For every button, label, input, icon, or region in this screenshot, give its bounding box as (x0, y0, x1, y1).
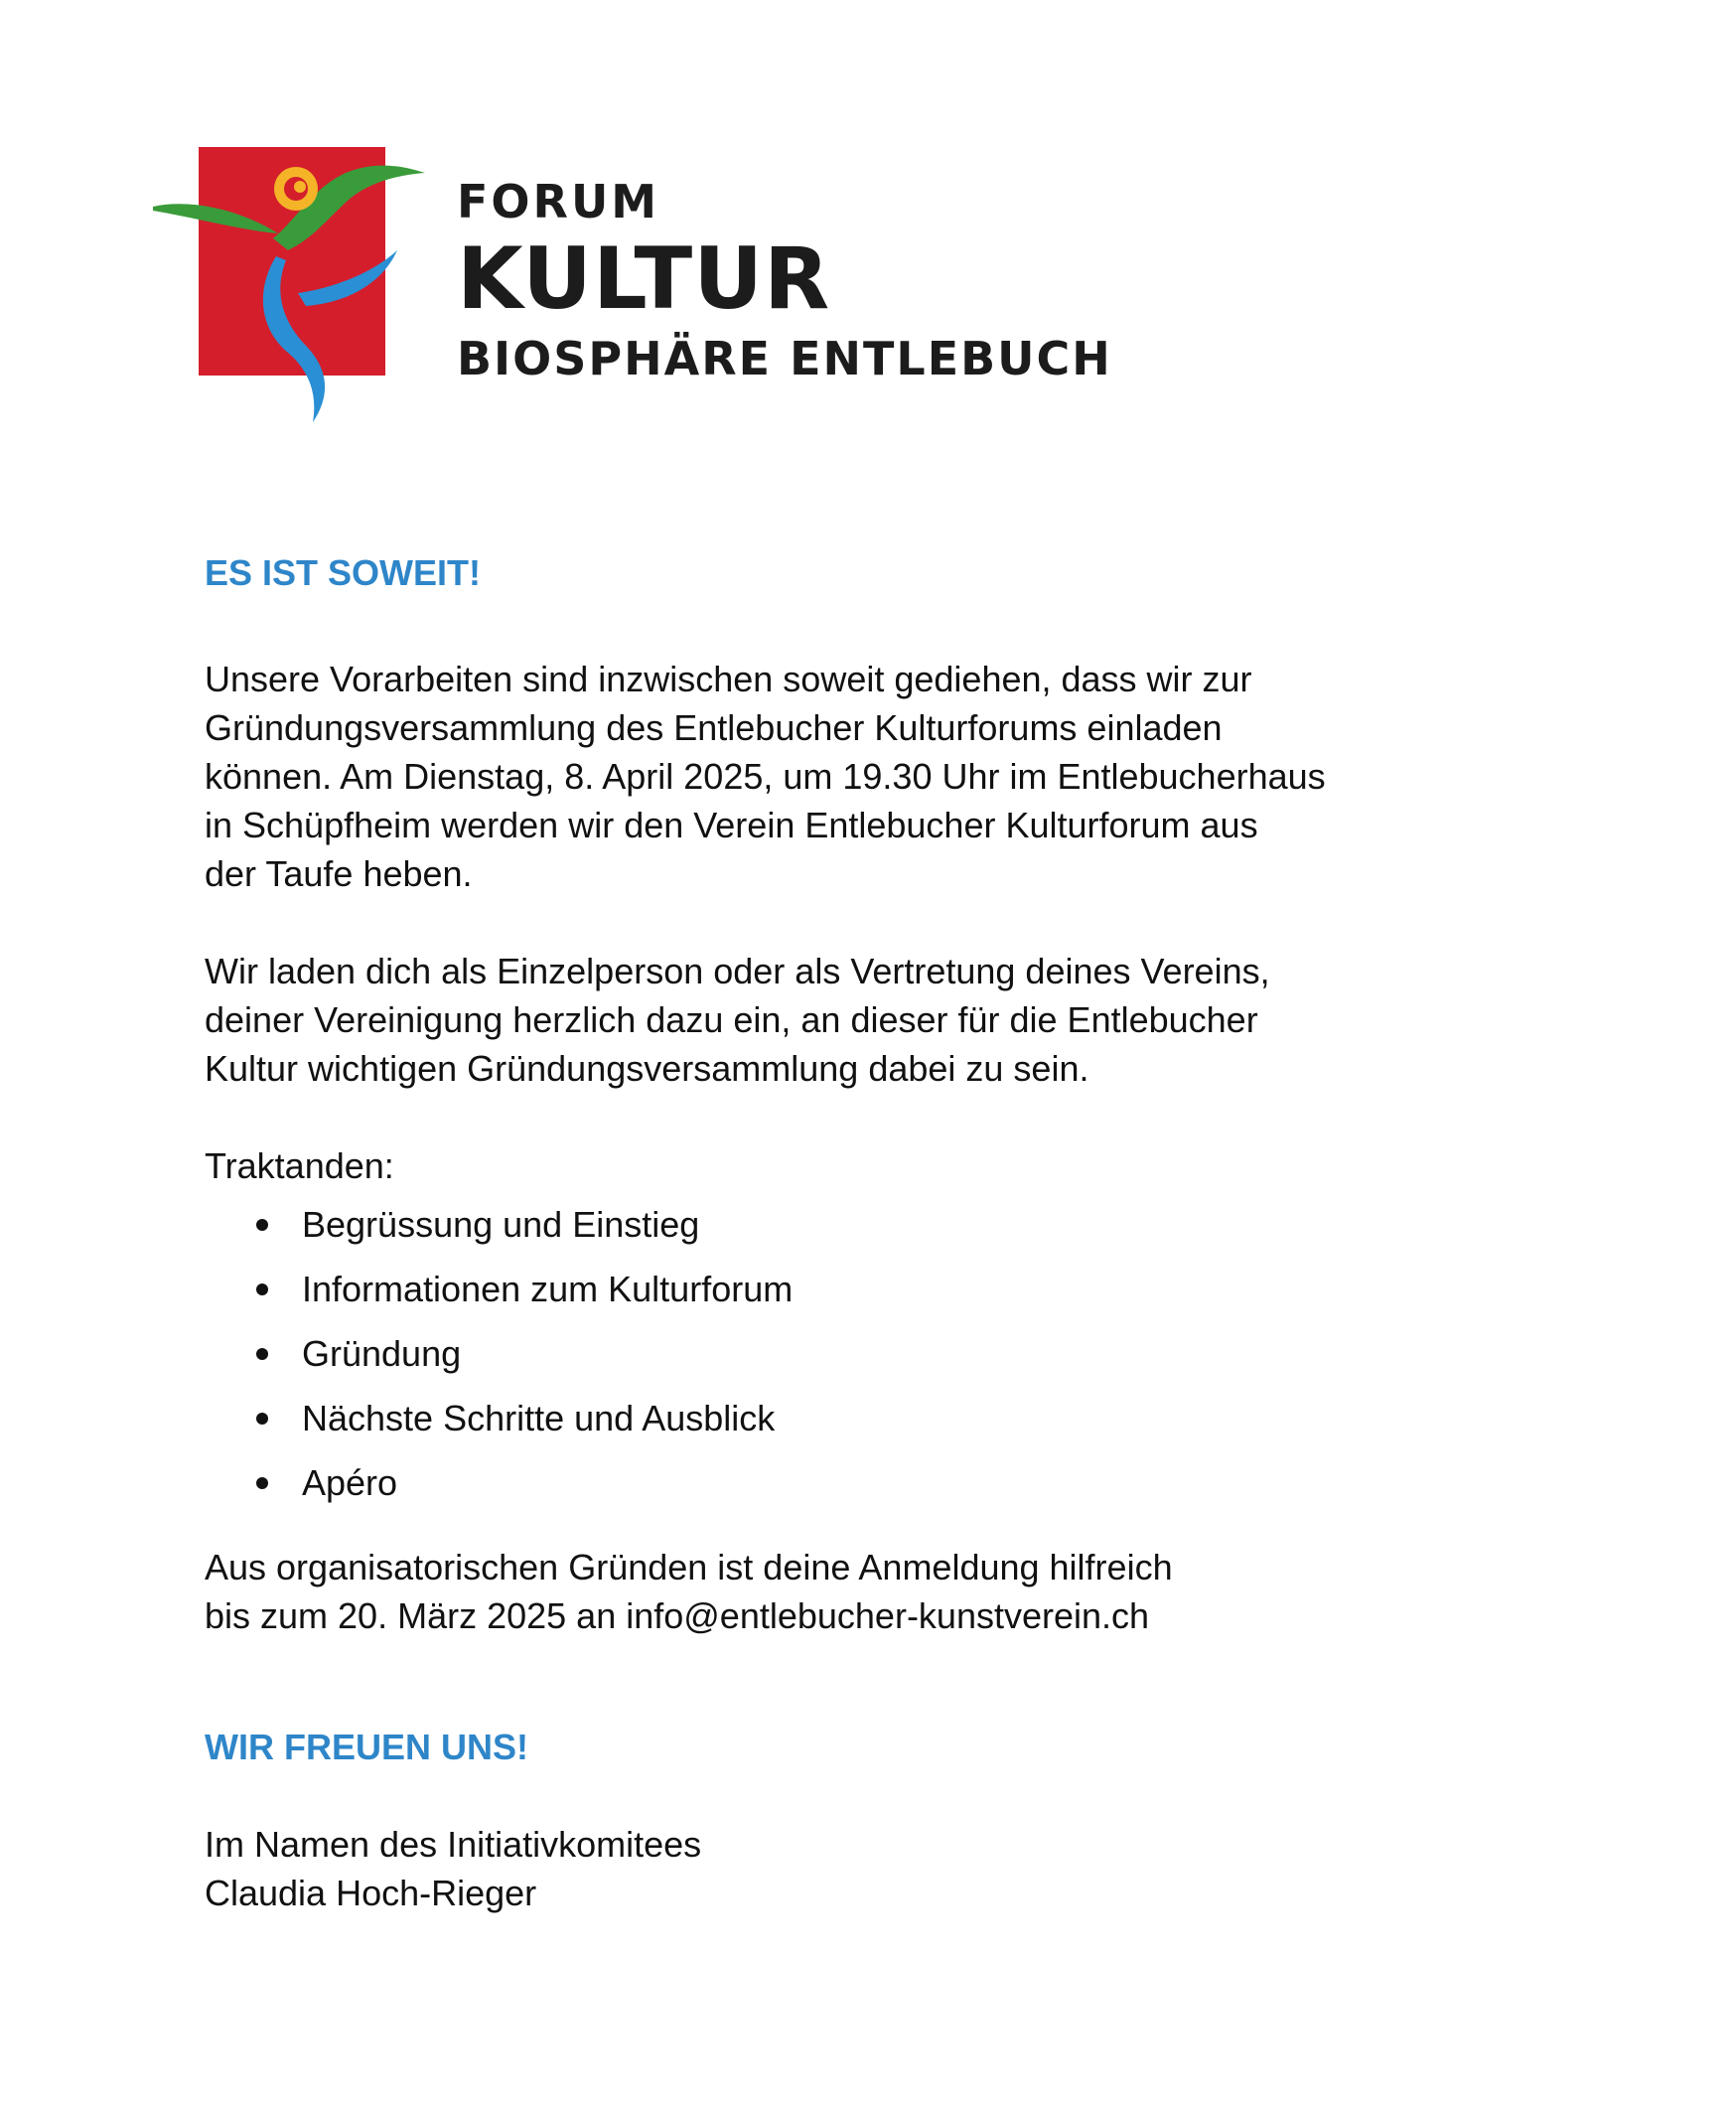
intro-line: können. Am Dienstag, 8. April 2025, um 19.30 Uhr im Entlebucherhaus (205, 756, 1326, 797)
agenda-item-label: Informationen zum Kulturforum (302, 1269, 794, 1309)
signature-block (205, 1820, 1595, 1917)
agenda-label: Traktanden: (205, 1145, 394, 1186)
registration-paragraph (205, 1543, 1595, 1640)
logo-line-biosphaere: BIOSPHÄRE ENTLEBUCH (457, 332, 1112, 385)
registration-line: bis zum 20. März 2025 an info@entlebucher-kunstverein.ch (205, 1595, 1150, 1636)
agenda-item (205, 1394, 1595, 1458)
invitation-paragraph (205, 947, 1595, 1093)
registration-line: Aus organisatorischen Gründen ist deine Anmeldung hilfreich (205, 1547, 1173, 1587)
intro-line: Unsere Vorarbeiten sind inzwischen soweit gediehen, dass wir zur (205, 659, 1252, 699)
signature-name: Claudia Hoch-Rieger (205, 1873, 537, 1913)
agenda-item-label: Apéro (302, 1462, 398, 1503)
letter-heading: ES IST SOWEIT! (205, 552, 482, 593)
intro-line: der Taufe heben. (205, 853, 473, 894)
bullet-icon (256, 1283, 268, 1295)
agenda-item-label: Begrüssung und Einstieg (302, 1204, 700, 1245)
intro-paragraph (205, 655, 1595, 898)
bullet-icon (256, 1413, 268, 1425)
invitation-line: deiner Vereinigung herzlich dazu ein, an dieser für die Entlebucher (205, 999, 1258, 1040)
agenda-item (205, 1329, 1595, 1394)
signature-line: Im Namen des Initiativkomitees (205, 1824, 702, 1865)
agenda-item (205, 1265, 1595, 1329)
agenda-list (205, 1200, 1595, 1523)
intro-line: Gründungsversammlung des Entlebucher Kulturforums einladen (205, 707, 1223, 748)
agenda-item-label: Gründung (302, 1333, 462, 1374)
agenda-item (205, 1200, 1595, 1265)
agenda-item (205, 1458, 1595, 1523)
bullet-icon (256, 1219, 268, 1231)
logo-wordmark (457, 175, 1112, 385)
logo-line-kultur: KULTUR (457, 229, 831, 329)
intro-line: in Schüpfheim werden wir den Verein Entlebucher Kulturforum aus (205, 805, 1258, 845)
invitation-line: Kultur wichtigen Gründungsversammlung dabei zu sein. (205, 1048, 1089, 1089)
forum-kultur-logo (149, 139, 1112, 427)
bullet-icon (256, 1477, 268, 1489)
invitation-line: Wir laden dich als Einzelperson oder als Vertretung deines Vereins, (205, 951, 1270, 991)
closing-heading: WIR FREUEN UNS! (205, 1727, 528, 1767)
agenda-item-label: Nächste Schritte und Ausblick (302, 1398, 776, 1438)
letter-body (205, 548, 1595, 1917)
bullet-icon (256, 1348, 268, 1360)
logo-line-forum: FORUM (457, 175, 660, 228)
dancing-figure-logo-icon (149, 139, 437, 427)
